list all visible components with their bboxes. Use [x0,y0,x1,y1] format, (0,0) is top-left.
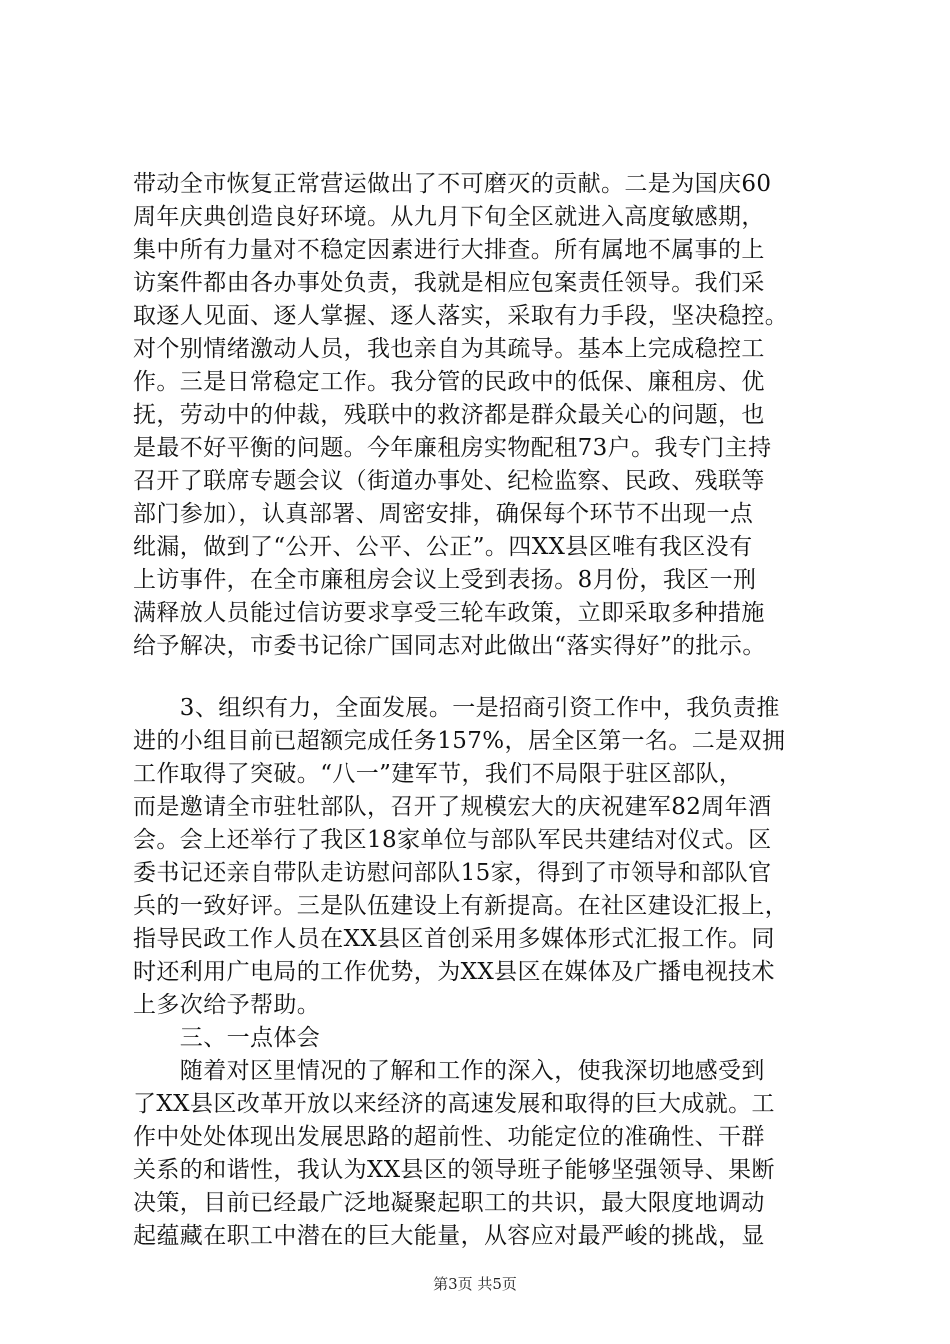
text-line: 工作取得了突破。“八一”建军节，我们不局限于驻区部队， [133,761,743,787]
text-line: 周年庆典创造良好环境。从九月下旬全区就进入高度敏感期， [133,204,765,230]
text-line: 关系的和谐性，我认为XX县区的领导班子能够坚强领导、果断 [133,1157,775,1183]
text-line: 上访事件，在全市廉租房会议上受到表扬。8月份，我区一刑 [133,567,757,593]
text-line: 对个别情绪激动人员，我也亲自为其疏导。基本上完成稳控工 [133,336,765,362]
text-line: 上多次给予帮助。 [133,992,321,1018]
text-line: 纰漏，做到了“公开、公平、公正”。四XX县区唯有我区没有 [133,534,753,560]
text-line: 作中处处体现出发展思路的超前性、功能定位的准确性、干群 [133,1124,765,1150]
text-line: 时还利用广电局的工作优势，为XX县区在媒体及广播电视技术 [133,959,775,985]
text-line: 集中所有力量对不稳定因素进行大排查。所有属地不属事的上 [133,237,765,263]
text-line: 给予解决，市委书记徐广国同志对此做出“落实得好”的批示。 [133,633,766,659]
text-line: 召开了联席专题会议（街道办事处、纪检监察、民政、残联等 [133,468,765,494]
text-line: 而是邀请全市驻牡部队，召开了规模宏大的庆祝建军82周年酒 [133,794,772,820]
text-line: 随着对区里情况的了解和工作的深入，使我深切地感受到 [133,1058,765,1084]
text-line: 兵的一致好评。三是队伍建设上有新提高。在社区建设汇报上， [133,893,789,919]
text-line: 3、组织有力，全面发展。一是招商引资工作中，我负责推 [133,695,780,721]
text-line: 会。会上还举行了我区18家单位与部队军民共建结对仪式。区 [133,827,772,853]
text-line: 起蕴藏在职工中潜在的巨大能量，从容应对最严峻的挑战，显 [133,1223,765,1249]
text-line: 是最不好平衡的问题。今年廉租房实物配租73户。我专门主持 [133,435,772,461]
text-line: 进的小组目前已超额完成任务157%，居全区第一名。二是双拥 [133,728,786,754]
text-line: 三、一点体会 [133,1025,321,1051]
text-line: 作。三是日常稳定工作。我分管的民政中的低保、廉租房、优 [133,369,765,395]
text-line: 委书记还亲自带队走访慰问部队15家，得到了市领导和部队官 [133,860,772,886]
text-line: 访案件都由各办事处负责，我就是相应包案责任领导。我们采 [133,270,765,296]
text-line: 抚，劳动中的仲裁，残联中的救济都是群众最关心的问题，也 [133,402,765,428]
text-line: 指导民政工作人员在XX县区首创采用多媒体形式汇报工作。同 [133,926,775,952]
page-footer: 第3页 共5页 [433,1275,517,1293]
text-line: 部门参加），认真部署、周密安排，确保每个环节不出现一点 [133,501,754,527]
text-line: 取逐人见面、逐人掌握、逐人落实，采取有力手段，坚决稳控。 [133,303,789,329]
text-line: 了XX县区改革开放以来经济的高速发展和取得的巨大成就。工 [133,1091,775,1117]
text-line: 带动全市恢复正常营运做出了不可磨灭的贡献。二是为国庆60 [133,171,772,197]
text-line: 决策，目前已经最广泛地凝聚起职工的共识，最大限度地调动 [133,1190,765,1216]
text-line: 满释放人员能过信访要求享受三轮车政策，立即采取多种措施 [133,600,765,626]
